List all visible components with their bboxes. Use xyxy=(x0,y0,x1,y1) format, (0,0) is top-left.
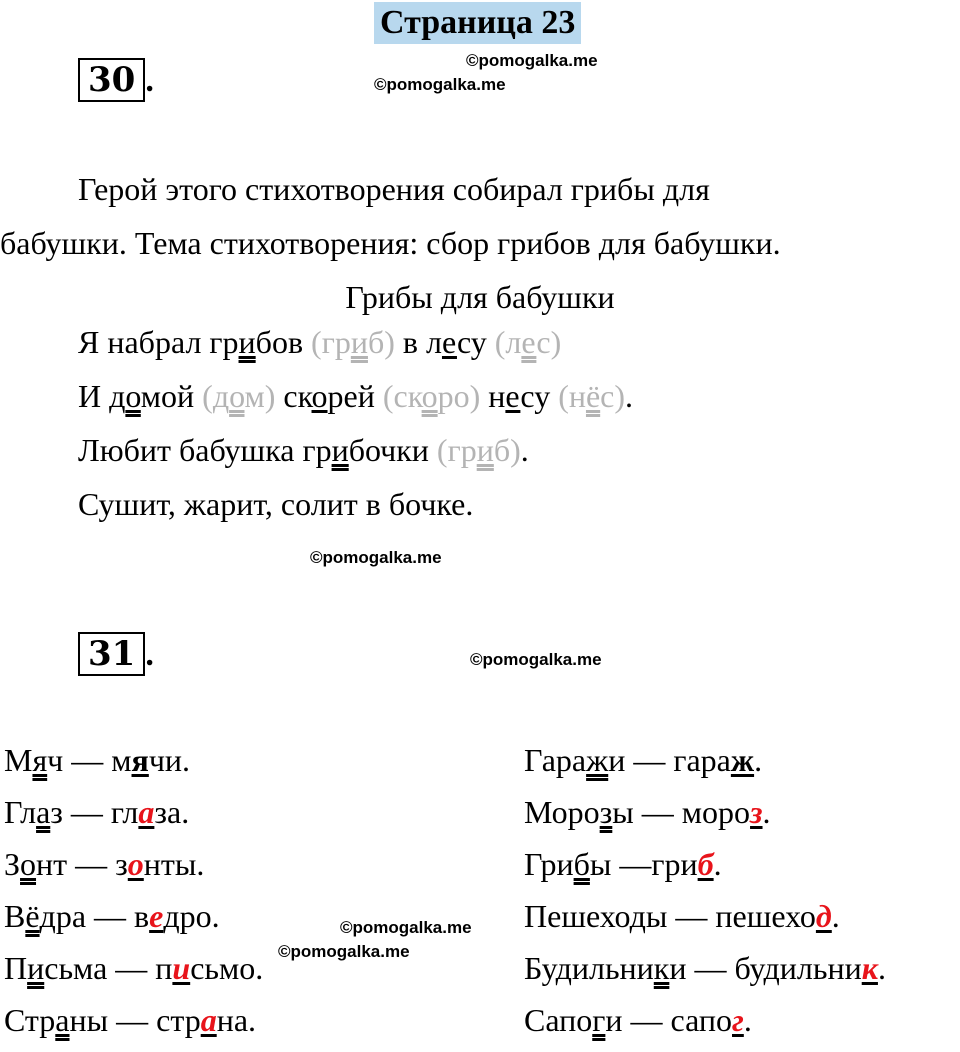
paragraph-line: Герой этого стихотворения собирал грибы для xyxy=(78,171,710,207)
word-pair: Грибы —гриб. xyxy=(524,846,722,882)
poem xyxy=(78,322,633,538)
watermark: ©pomogalka.me xyxy=(470,650,602,669)
word-pair: Глаз — глаза. xyxy=(4,794,190,830)
watermark: ©pomogalka.me xyxy=(340,918,472,937)
paragraph-line: бабушки. Тема стихотворения: сбор грибов для бабушки. xyxy=(0,225,781,261)
word-pair: Письма — письмо. xyxy=(4,950,264,986)
word-pair: Сапоги — сапог. xyxy=(524,1002,752,1038)
word-pair: Морозы — мороз. xyxy=(524,794,771,830)
exercise-30-text xyxy=(0,162,960,324)
exercise-31-header: 31 . xyxy=(78,632,154,676)
word-pair: Вёдра — ведро. xyxy=(4,898,220,934)
exercise-number: 30 xyxy=(78,58,145,102)
poem-line: Любит бабушка грибочки (гриб). xyxy=(78,432,529,468)
word-pair: Пешеходы — пешеход. xyxy=(524,898,840,934)
exercise-number: 31 xyxy=(78,632,145,676)
word-pair: Будильники — будильник. xyxy=(524,950,886,986)
word-pair: Страны — страна. xyxy=(4,1002,257,1038)
page-title: Страница 23 xyxy=(374,2,581,44)
watermark: ©pomogalka.me xyxy=(278,942,410,961)
watermark: ©pomogalka.me xyxy=(374,75,506,94)
word-column-right xyxy=(524,740,886,1052)
watermark: ©pomogalka.me xyxy=(466,51,598,70)
word-pair: Зонт — зонты. xyxy=(4,846,205,882)
exercise-30-header: 30 . xyxy=(78,58,154,102)
poem-line: Я набрал грибов (гриб) в лесу (лес) xyxy=(78,324,562,360)
word-pair: Мяч — мячи. xyxy=(4,742,191,778)
poem-line: Сушит, жарит, солит в бочке. xyxy=(78,486,474,522)
watermark: ©pomogalka.me xyxy=(310,548,442,567)
word-pair: Гаражи — гараж. xyxy=(524,742,763,778)
word-column-left xyxy=(4,740,263,1052)
poem-line: И домой (дом) скорей (скоро) несу (нёс). xyxy=(78,378,634,414)
poem-title: Грибы для бабушки xyxy=(345,279,615,315)
